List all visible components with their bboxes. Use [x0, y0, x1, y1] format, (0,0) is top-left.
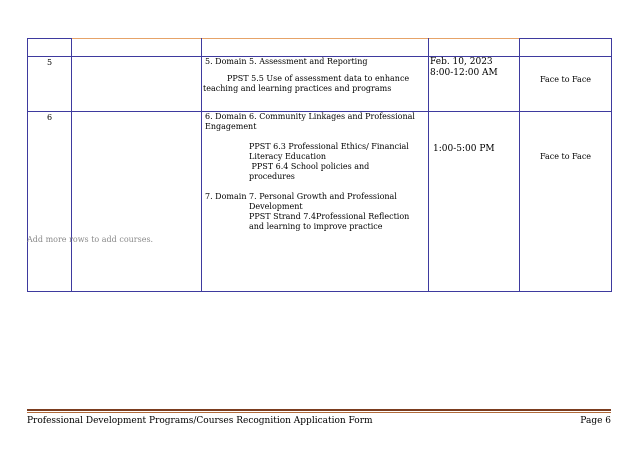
- topic-cell[interactable]: [202, 57, 429, 112]
- table-row: [28, 57, 612, 112]
- table-cell[interactable]: [429, 39, 520, 57]
- time-cell[interactable]: 1:00-5:00 PM: [429, 112, 520, 292]
- table-cell[interactable]: [28, 39, 72, 57]
- page-number: Page 6: [580, 416, 611, 426]
- courses-table: [27, 38, 612, 292]
- topic-line: PPST 6.3 Professional Ethics/ Financial: [249, 142, 409, 151]
- row-number[interactable]: 5: [28, 57, 72, 112]
- topic-cell[interactable]: [202, 112, 429, 292]
- spacer: [203, 67, 427, 74]
- row-number[interactable]: 6: [28, 112, 72, 292]
- spacer: [203, 132, 427, 142]
- topic-line: and learning to improve practice: [249, 222, 383, 231]
- spacer: [203, 182, 427, 192]
- table-cell[interactable]: [202, 39, 429, 57]
- table-row: [28, 112, 612, 292]
- table-row: [28, 39, 612, 57]
- topic-line: Development: [249, 202, 303, 211]
- page-footer: [27, 416, 611, 426]
- date-cell[interactable]: [429, 57, 520, 112]
- topic-line: 5. Domain 5. Assessment and Reporting: [205, 57, 368, 66]
- footer-divider-thin: [27, 412, 611, 413]
- topic-line: Literacy Education: [249, 152, 327, 161]
- topic-line: PPST Strand 7.4Professional Reflection: [249, 212, 410, 221]
- topic-line: 7. Domain 7. Personal Growth and Professional: [205, 192, 397, 201]
- topic-line: procedures: [249, 172, 295, 181]
- table-cell[interactable]: [72, 39, 202, 57]
- mode-cell[interactable]: Face to Face: [520, 112, 612, 292]
- topic-line: 6. Domain 6. Community Linkages and Professional: [205, 112, 415, 121]
- table-cell[interactable]: [72, 57, 202, 112]
- topic-line: Engagement: [205, 122, 257, 131]
- table-cell[interactable]: [520, 39, 612, 57]
- form-title: Professional Development Programs/Courses Recognition Application Form: [27, 416, 373, 426]
- mode-cell[interactable]: Face to Face: [520, 57, 612, 112]
- footer-divider: [27, 409, 611, 411]
- topic-line: teaching and learning practices and programs: [203, 84, 392, 93]
- table-cell[interactable]: [72, 112, 202, 292]
- topic-line: PPST 5.5 Use of assessment data to enhance: [227, 74, 410, 83]
- date-text: Feb. 10, 2023: [430, 57, 493, 67]
- time-text: 8:00-12:00 AM: [430, 68, 498, 78]
- topic-line: PPST 6.4 School policies and: [249, 162, 370, 171]
- add-rows-hint: Add more rows to add courses.: [27, 235, 154, 244]
